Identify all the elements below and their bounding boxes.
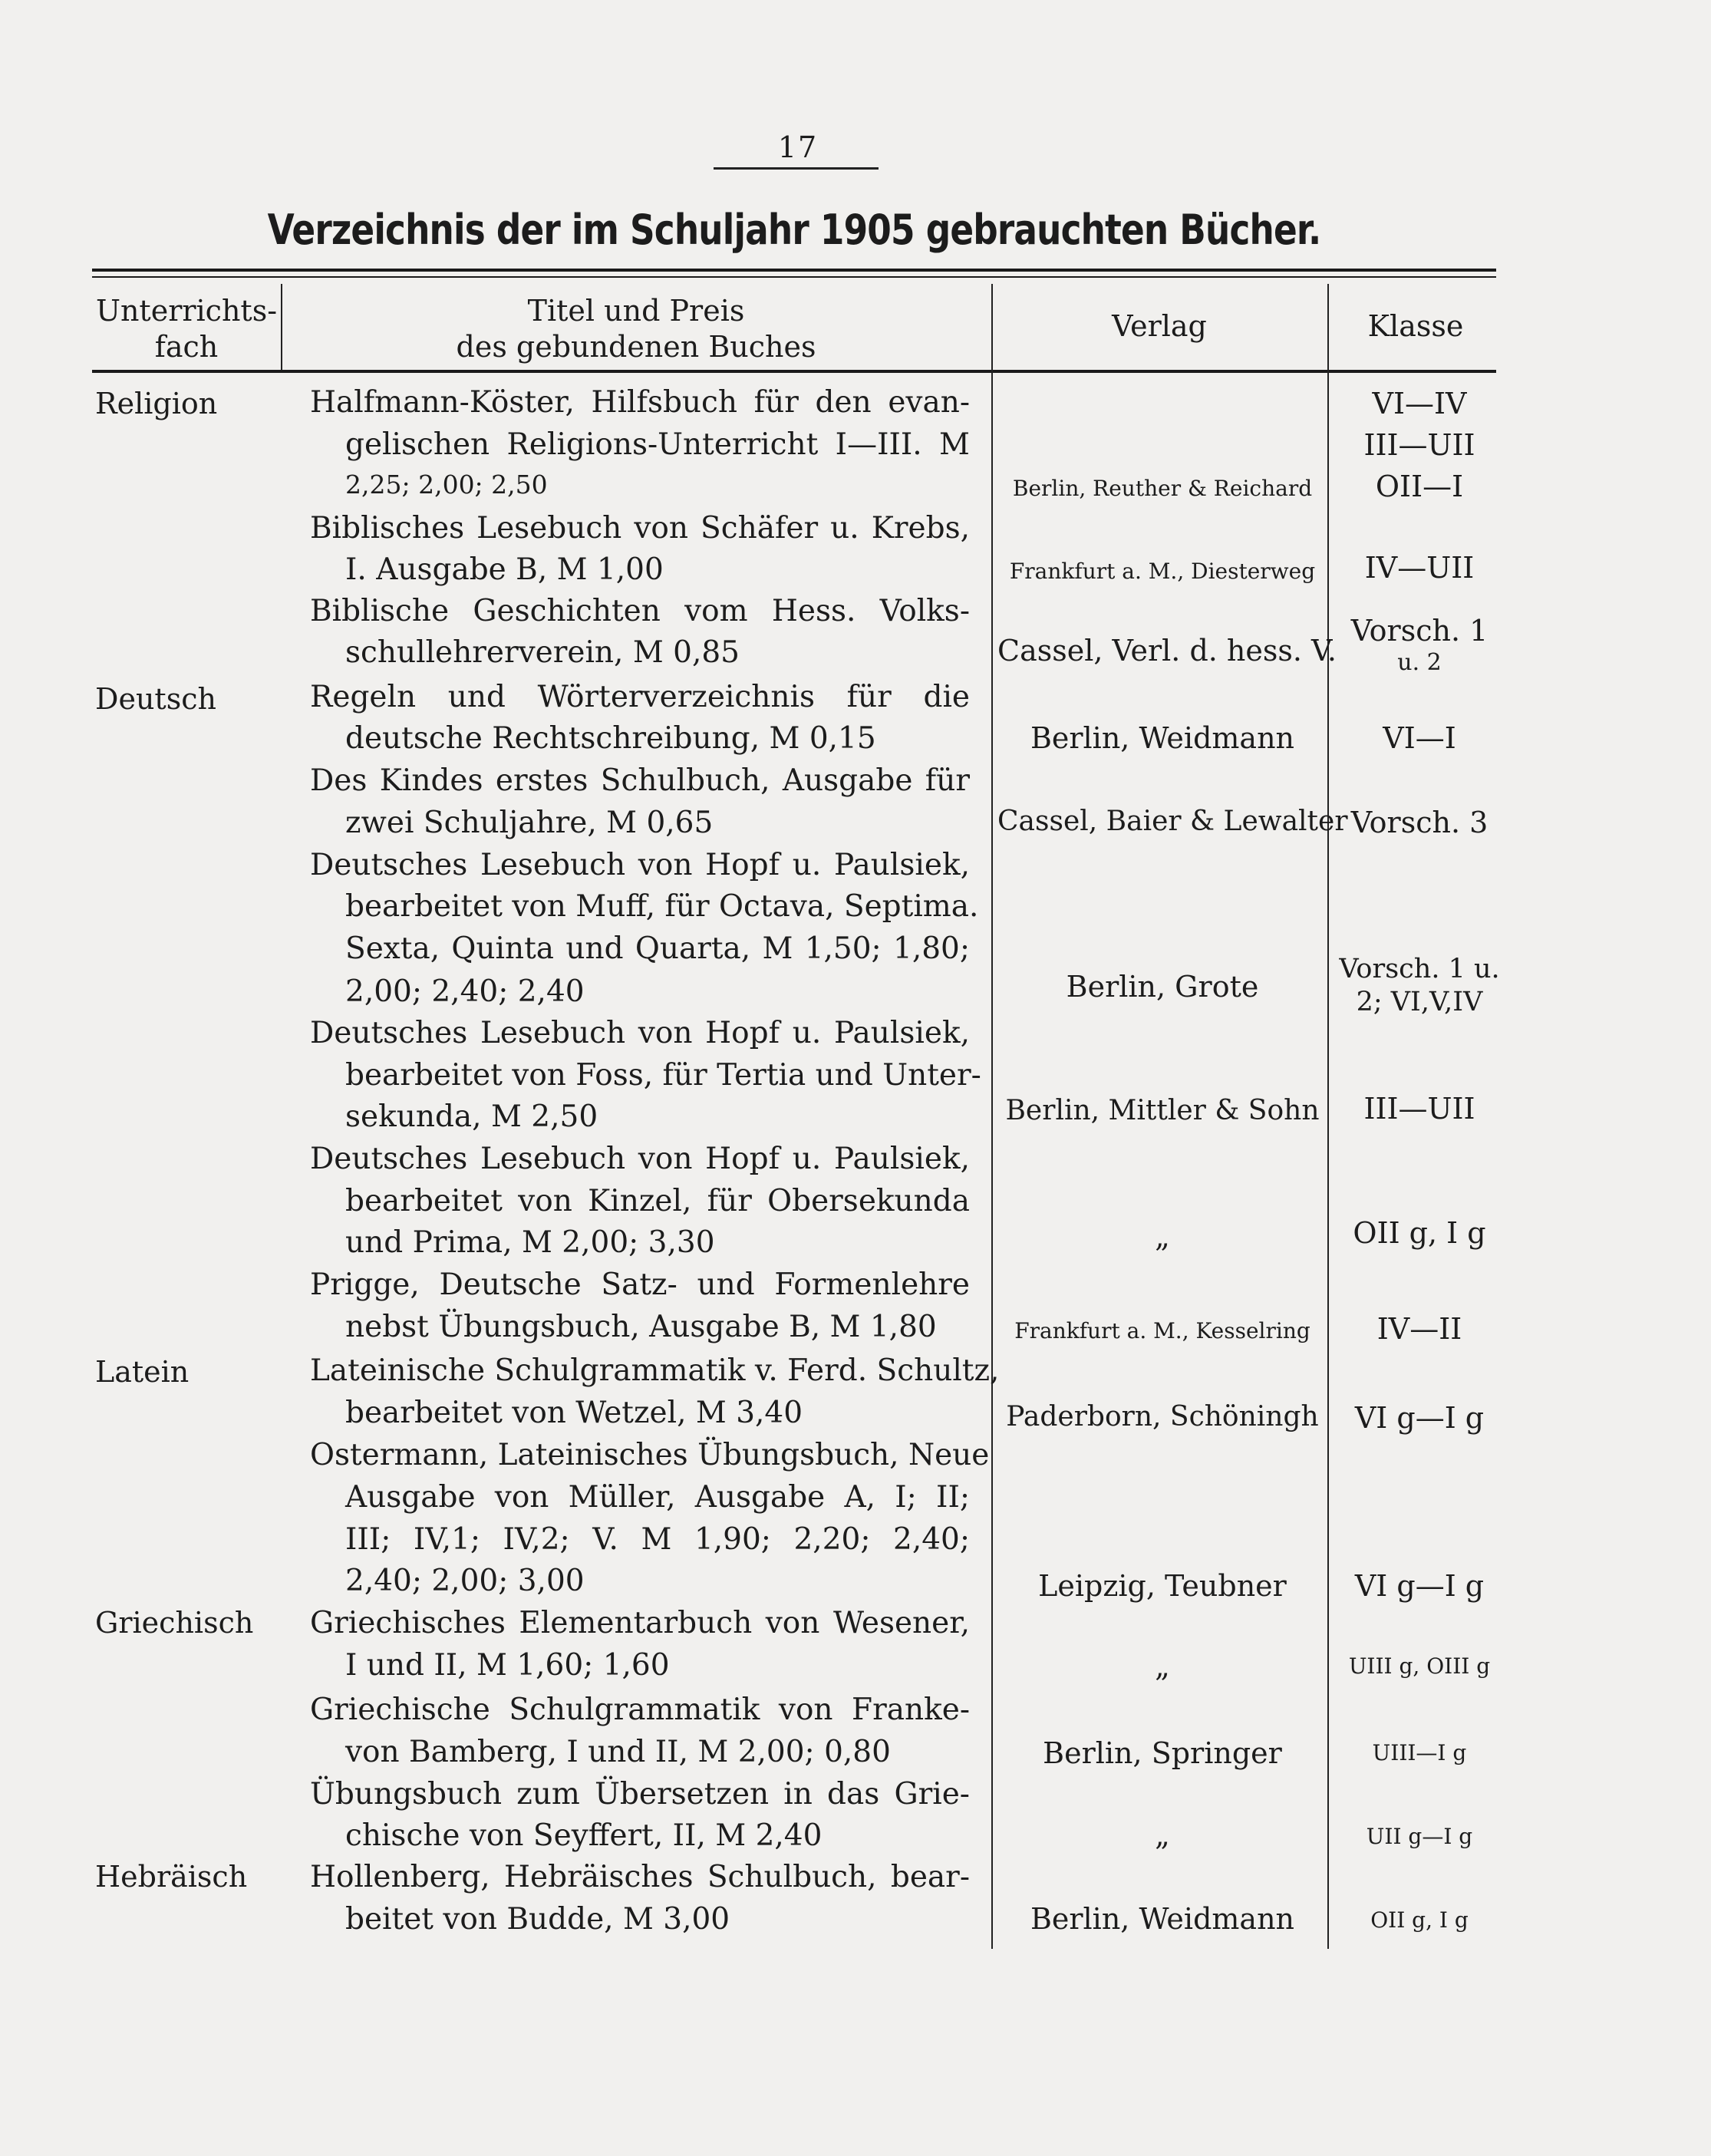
book-title-line: nebst Übungsbuch, Ausgabe B, M 1,80 — [345, 1310, 937, 1344]
klasse-cell: IV—II — [1376, 1312, 1462, 1346]
publisher-cell: Cassel, Verl. d. hess. V. — [997, 634, 1337, 668]
publisher-cell: Cassel, Baier & Lewalter — [997, 806, 1348, 837]
book-title-line: von Bamberg, I und II, M 2,00; 0,80 — [345, 1735, 891, 1769]
header-klasse: Klasse — [1367, 309, 1464, 343]
book-title-line: I. Ausgabe B, M 1,00 — [345, 552, 664, 587]
page-number: 17 — [777, 130, 819, 164]
klasse-cell: VI—IV — [1372, 387, 1467, 420]
book-title-line: Biblische Geschichten vom Hess. Volks- — [310, 594, 970, 628]
klasse-cell: III—UII — [1363, 1092, 1475, 1126]
book-title-line: III; IV,1; IV,2; V. M 1,90; 2,20; 2,40; — [345, 1522, 970, 1557]
book-title-line: Prigge, Deutsche Satz- und Formenlehre — [310, 1268, 970, 1302]
book-title-line: Des Kindes erstes Schulbuch, Ausgabe für — [310, 763, 970, 798]
publisher-cell: Berlin, Reuther & Reichard — [1012, 476, 1313, 501]
klasse-cell: UII g—I g — [1366, 1824, 1473, 1849]
header-subject — [92, 293, 281, 365]
klasse-cell: UIII—I g — [1372, 1740, 1467, 1765]
klasse-cell: OII—I — [1375, 470, 1464, 503]
page-number-rule — [714, 167, 879, 170]
book-title-line: sekunda, M 2,50 — [345, 1099, 598, 1134]
column-divider — [991, 284, 993, 1949]
book-title-line: bearbeitet von Kinzel, für Obersekunda — [345, 1184, 970, 1218]
subject-label: Hebräisch — [95, 1860, 248, 1894]
book-title-line: Deutsches Lesebuch von Hopf u. Paulsiek, — [310, 1016, 970, 1050]
book-title-line: gelischen Religions-Unterricht I—III. M — [345, 427, 970, 462]
klasse-cell: IV—UII — [1364, 551, 1475, 585]
klasse-cell: OII g, I g — [1353, 1216, 1486, 1250]
book-title-line: bearbeitet von Wetzel, M 3,40 — [345, 1396, 803, 1430]
table-header-rule — [92, 370, 1496, 373]
publisher-cell: Berlin, Weidmann — [1030, 1902, 1295, 1936]
book-title-line: schullehrerverein, M 0,85 — [345, 635, 740, 670]
publisher-cell: Leipzig, Teubner — [1038, 1569, 1287, 1603]
book-title-line: Regeln und Wörterverzeichnis für die — [310, 680, 970, 714]
book-title-line: deutsche Rechtschreibung, M 0,15 — [345, 721, 876, 756]
book-title-line: bearbeitet von Muff, für Octava, Septima. — [345, 889, 979, 924]
header-title-line: des gebundenen Buches — [456, 330, 816, 364]
book-title-line: Griechisches Elementarbuch von Wesener, — [310, 1606, 970, 1640]
page-title: Verzeichnis der im Schuljahr 1905 gebrauchten Bücher. — [267, 206, 1321, 254]
header-publisher: Verlag — [1112, 309, 1207, 343]
klasse-cell: VI g—I g — [1354, 1569, 1485, 1603]
book-title-line: Biblisches Lesebuch von Schäfer u. Krebs, — [310, 511, 970, 546]
header-subject-line: fach — [154, 330, 219, 364]
publisher-cell: Berlin, Grote — [1066, 970, 1259, 1004]
book-title-line: beitet von Budde, M 3,00 — [345, 1902, 730, 1937]
book-title-line: Griechische Schulgrammatik von Franke- — [310, 1693, 970, 1727]
book-title-line: 2,25; 2,00; 2,50 — [345, 470, 548, 499]
subject-label: Griechisch — [95, 1606, 254, 1640]
book-title-line: chische von Seyffert, II, M 2,40 — [345, 1818, 823, 1853]
book-title-line: Hollenberg, Hebräisches Schulbuch, bear- — [310, 1860, 970, 1894]
book-title-line: Deutsches Lesebuch von Hopf u. Paulsiek, — [310, 1142, 970, 1176]
publisher-cell: „ — [1155, 1220, 1170, 1254]
book-title-line: Sexta, Quinta und Quarta, M 1,50; 1,80; — [345, 931, 970, 966]
publisher-cell: Berlin, Springer — [1043, 1736, 1282, 1770]
publisher-cell: „ — [1155, 1818, 1170, 1852]
book-title-line: I und II, M 1,60; 1,60 — [345, 1648, 670, 1683]
klasse-cell: VI g—I g — [1354, 1401, 1485, 1435]
klasse-cell: VI—I — [1383, 721, 1456, 755]
klasse-cell: 2; VI,V,IV — [1356, 987, 1483, 1017]
publisher-cell: „ — [1155, 1650, 1170, 1683]
header-subject-line: Unterrichts- — [95, 294, 278, 328]
publisher-cell: Berlin, Weidmann — [1030, 721, 1295, 755]
publisher-cell: Frankfurt a. M., Diesterweg — [1009, 559, 1316, 584]
publisher-cell: Frankfurt a. M., Kesselring — [1014, 1318, 1310, 1343]
klasse-cell: III—UII — [1363, 428, 1475, 462]
book-title-line: Halfmann-Köster, Hilfsbuch für den evan- — [310, 385, 970, 420]
book-title-line: Übungsbuch zum Übersetzen in das Grie- — [310, 1777, 970, 1812]
klasse-cell: UIII g, OIII g — [1348, 1653, 1491, 1679]
header-title — [281, 293, 991, 365]
book-title-line: Ostermann, Lateinisches Übungsbuch, Neue — [310, 1438, 990, 1472]
column-divider — [1327, 284, 1329, 1949]
table-top-rule — [92, 269, 1496, 272]
book-title-line: 2,40; 2,00; 3,00 — [345, 1564, 585, 1598]
book-title-line: bearbeitet von Foss, für Tertia und Unter- — [345, 1058, 981, 1093]
klasse-cell: OII g, I g — [1370, 1907, 1469, 1933]
klasse-cell: Vorsch. 1 — [1350, 614, 1488, 648]
book-title-line: Ausgabe von Müller, Ausgabe A, I; II; — [345, 1480, 970, 1515]
subject-label: Deutsch — [95, 682, 216, 716]
subject-label: Religion — [95, 387, 218, 420]
table-top-rule-thin — [92, 276, 1496, 278]
header-title-line: Titel und Preis — [527, 294, 745, 328]
book-title-line: Lateinische Schulgrammatik v. Ferd. Schultz, — [310, 1353, 1000, 1388]
publisher-cell: Berlin, Mittler & Sohn — [1005, 1095, 1320, 1126]
klasse-cell: u. 2 — [1397, 649, 1442, 676]
book-title-line: zwei Schuljahre, M 0,65 — [345, 806, 714, 840]
book-title-line: Deutsches Lesebuch von Hopf u. Paulsiek, — [310, 848, 970, 882]
klasse-cell: Vorsch. 3 — [1350, 806, 1488, 839]
subject-label: Latein — [95, 1355, 190, 1389]
book-title-line: und Prima, M 2,00; 3,30 — [345, 1225, 715, 1260]
book-title-line: 2,00; 2,40; 2,40 — [345, 974, 585, 1009]
klasse-cell: Vorsch. 1 u. — [1339, 954, 1500, 984]
publisher-cell: Paderborn, Schöningh — [1006, 1401, 1319, 1432]
